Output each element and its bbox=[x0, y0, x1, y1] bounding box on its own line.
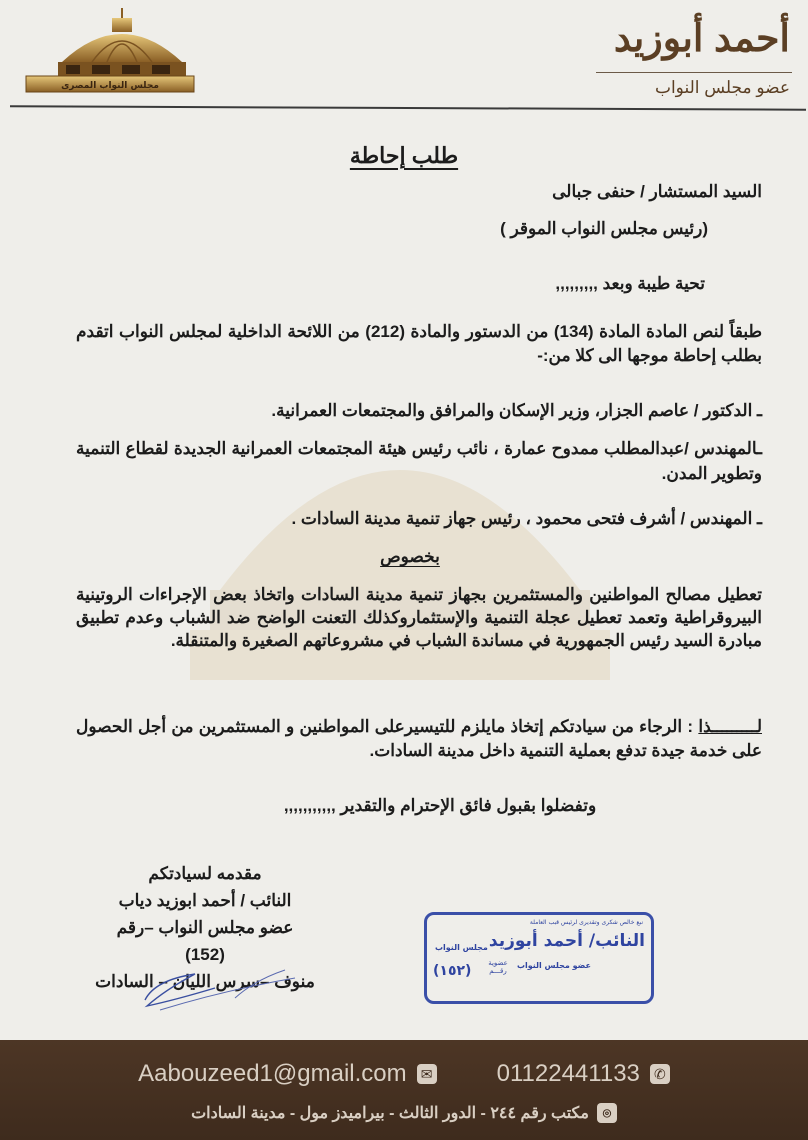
stamp-top: نبع خالص شكرى وتقديرى لرئيس قبب العاملة bbox=[529, 919, 643, 926]
sig-line-4: منوف –سرس الليان – السادات bbox=[95, 972, 315, 991]
title-text: طلب إحاطة bbox=[349, 143, 459, 168]
sig-line-3: عضو مجلس النواب –رقم (152) bbox=[116, 918, 294, 964]
addressee-title: (رئيس مجلس النواب الموقر ) bbox=[500, 219, 708, 238]
stamp-role: عضو مجلس النواب bbox=[516, 961, 591, 970]
subject-paragraph: تعطيل مصالح المواطنين والمستثمرين بجهاز تنمية مدينة السادات واتخاذ بعض الإجراءات الروتينية البيروقراطية وتعمد تعطيل عجلة التنمية والإستثماروكذلك التعنت الواضح ضد الشباب وعدم تطبيق مبادرة السيد رئيس الجمهورية في مساندة الشباب في مشروعاتهم الصغيرة والمتنقلة. bbox=[76, 585, 762, 650]
envelope-icon: ✉ bbox=[417, 1064, 437, 1084]
document-title bbox=[0, 143, 808, 169]
header-rule bbox=[10, 105, 806, 110]
official-stamp bbox=[424, 912, 654, 1004]
closing: وتفضلوا بقبول فائق الإحترام والتقدير ,,,,,,,,,,, bbox=[283, 796, 597, 815]
address-text: مكتب رقم ٢٤٤ - الدور الثالث - بيراميدز مول - مدينة السادات bbox=[191, 1105, 589, 1122]
address-row bbox=[0, 1103, 808, 1123]
recipient-2: ـالمهندس /عبدالمطلب ممدوح عمارة ، نائب رئيس هيئة المجتمعات العمرانية الجديدة لقطاع التنمية وتطوير المدن. bbox=[76, 439, 762, 483]
request-lead: لـــــــــذا bbox=[698, 717, 762, 736]
request-text: : الرجاء من سيادتكم إتخاذ مايلزم للتيسيرعلى المواطنين و المستثمرين من أجل الحصول على خدمة جيدة تدفع بعملية التنمية داخل مدينة السادات. bbox=[76, 717, 762, 760]
footer-band bbox=[0, 1040, 808, 1140]
member-subtitle: عضو مجلس النواب bbox=[654, 78, 790, 97]
contact-row bbox=[0, 1060, 808, 1088]
email-link[interactable]: Aabouzeed1@gmail.com bbox=[138, 1060, 407, 1087]
stamp-org: مجلس النواب bbox=[435, 943, 488, 952]
recipient-3: ـ المهندس / أشرف فتحى محمود ، رئيس جهاز تنمية مدينة السادات . bbox=[291, 509, 762, 528]
recipient-1: ـ الدكتور / عاصم الجزار، وزير الإسكان والمرافق والمجتمعات العمرانية. bbox=[271, 401, 762, 420]
sig-line-1: مقدمه لسيادتكم bbox=[148, 864, 262, 883]
subject-heading bbox=[0, 545, 808, 568]
phone-icon: ✆ bbox=[650, 1064, 670, 1084]
stamp-membership-label: عضوية رقـــم bbox=[488, 959, 508, 975]
logo-text: مجلس النواب المصرى bbox=[61, 81, 159, 91]
stamp-name: النائب/ أحمد أبوزيد bbox=[488, 931, 645, 951]
phone-number[interactable]: 01122441133 bbox=[496, 1060, 640, 1087]
divider bbox=[596, 72, 792, 73]
parliament-logo bbox=[22, 6, 198, 96]
subject-heading-text: بخصوص bbox=[380, 547, 440, 566]
stamp-number: (١٥٢) bbox=[433, 963, 472, 979]
member-name: أحمد أبوزيد bbox=[613, 18, 790, 60]
addressee: السيد المستشار / حنفى جبالى bbox=[552, 182, 762, 201]
sig-line-2: النائب / أحمد ابوزيد دياب bbox=[118, 891, 292, 910]
intro-paragraph: طبقاً لنص المادة المادة (134) من الدستور والمادة (212) من اللائحة الداخلية لمجلس النواب اتقدم بطلب إحاطة موجها الى كلا من:- bbox=[76, 322, 763, 365]
request-paragraph bbox=[76, 715, 762, 763]
greeting: تحية طيبة وبعد ,,,,,,,,, bbox=[555, 274, 705, 293]
handwritten-signature bbox=[135, 960, 305, 1016]
location-pin-icon: ⌾ bbox=[597, 1103, 617, 1123]
